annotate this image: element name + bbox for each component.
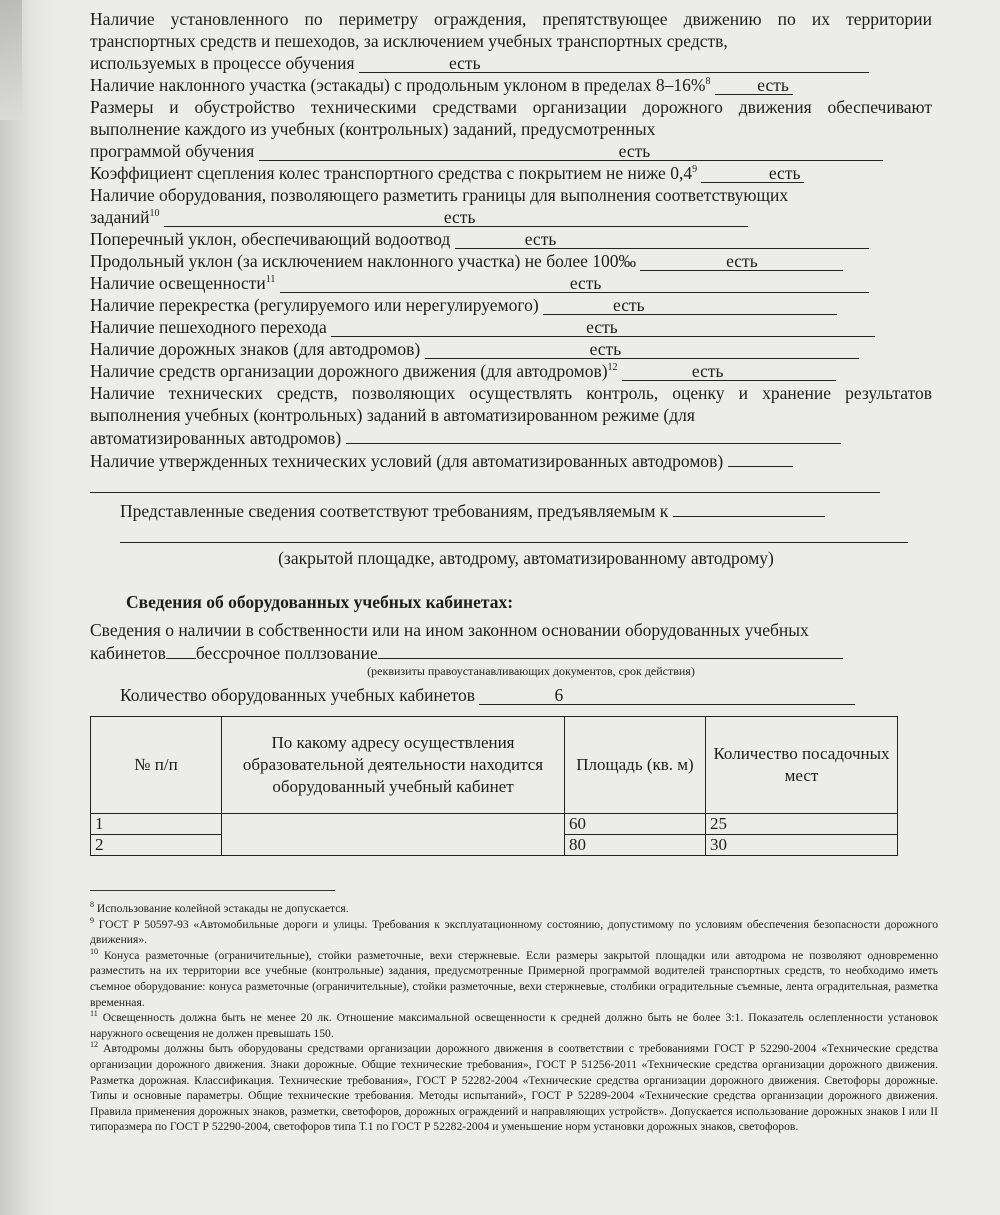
- cell-area: 60: [565, 814, 706, 835]
- page-fold-shadow: [0, 0, 22, 120]
- req-long-slope: Продольный уклон (за исключением наклонного участка) не более 100‰ есть: [90, 250, 932, 272]
- cabinets-heading: Сведения об оборудованных учебных кабинетах:: [126, 592, 514, 612]
- cell-seats: 30: [706, 835, 898, 856]
- req-traffic-means: Наличие средств организации дорожного движения (для автодромов)$^{12}$ есть: [90, 360, 932, 382]
- req-dimensions: Размеры и обустройство техническими средствами организации дорожного движения обеспечивают выполнение каждого из учебных (контрольных) заданий, предусмотренных: [90, 97, 932, 139]
- cell-num: 2: [91, 835, 222, 856]
- requirements-section: Наличие установленного по периметру ограждения, препятствующее движению по их территории транспортных средств и пешеходов, за исключением учебных транспортных средств, используемых в процессе обучения есть Наличие наклонного участка (эстакады) с продольным уклоном в пределах 8–16%$^8$ есть Размеры и обустройство техническими средствами организации дорожного движения обеспечивают выполнение каждого из учебных (контрольных) заданий, предусмотренных программой обучения есть Коэффициент сцепления колес транспортного средства с покрытием не ниже $0,4^9$ есть Наличие оборудования, позволяющего разметить границы для выполнения соответствующих заданий$^{10}$ есть Поперечный уклон, обеспечивающий водоотвод есть Продольный уклон (за исключением наклонного участка) не более 100‰ есть Наличие освещенности$^{11}$ есть Наличие перекрестка (регулируемого или нерегулируемого) есть Наличие пешеходного перехода есть Наличие дорожных знаков (для автодромов) есть Наличие средств организации дорожного движения (для автодромов)$^{12}$ есть Наличие технических средств, позволяющих осуществлять контроль, оценку и хранение результатов выполнения учебных (контрольных) заданий в автоматизированном режиме (для автоматизированных автодромов) Наличие утвержденных технических условий (для автоматизированных автодромов) Представленные сведения соответствуют требованиям, предъявляемым к (закрытой площадке, автодрому, автоматизированному автодрому) Сведения об оборудованных учебных кабинетах: Сведения о наличии в собственности или на ином законном основании оборудованных учебных кабинетов бессрочное поллзование (реквизиты правоустанавливающих документов, срок действия) Количество оборудованных учебных кабинетов 6 № п/п По какому адресу осуществления образовательной деятельности находится оборудованный учебный кабинет Площадь (кв. м) Количество посадочных мест 1 60 25 2 80 30: [90, 9, 933, 854]
- table-row: [91, 814, 898, 835]
- req-tech-conditions: Наличие утвержденных технических условий (для автоматизированных автодромов): [90, 449, 932, 472]
- ownership-caption: (реквизиты правоустанавливающих документов, срок действия): [367, 664, 695, 678]
- ownership-value: бессрочное поллзование: [195, 643, 378, 663]
- cell-area: 80: [565, 835, 706, 856]
- footnote-rule: [90, 890, 335, 891]
- req-fence-value: есть: [359, 54, 869, 73]
- cabinets-ownership: Сведения о наличии в собственности или на ином законном основании оборудованных учебных: [90, 620, 809, 640]
- footnote-8: $^8$ Использование колейной эстакады не допускается.: [90, 900, 349, 915]
- req-adhesion: Коэффициент сцепления колес транспортного средства с покрытием не ниже $0,4^9$ есть: [90, 162, 932, 184]
- cell-address: [222, 814, 565, 856]
- col-header-seats: Количество посадочных мест: [706, 717, 898, 814]
- cabinets-table: [90, 716, 898, 856]
- cell-num: 1: [91, 814, 222, 835]
- footnote-12: $^{12}$ Автодромы должны быть оборудованы средствами организации дорожного движения в соответствии с требованиями ГОСТ Р 52290-2004 «Технические средства организации дорожного движения. Знаки дорожные. Общие технические требования», ГОСТ Р 51256-2011 «Технические средства организации дорожного движения. Разметка дорожная. Классификация. Технические требования», ГОСТ Р 52282-2004 «Технические средства организации дорожного движения. Светофоры дорожные. Типы и основные параметры. Общие технические требования. Методы испытаний», ГОСТ Р 52289-2004 «Технические средства организации дорожного движения. Правила применения дорожных знаков, разметки, светофоров, дорожных ограждений и направляющих устройств». Допускается использование дорожных знаков I или II типоразмера по ГОСТ Р 52290-2004, светофоров типа Т.1 по ГОСТ Р 52282-2004 и уменьшение норм установки дорожных знаков, светофоров.: [90, 1040, 938, 1134]
- col-header-area: Площадь (кв. м): [565, 717, 706, 814]
- col-header-num: № п/п: [91, 717, 222, 814]
- req-fence: Наличие установленного по периметру ограждения, препятствующее движению по их территории транспортных средств и пешеходов, за исключением учебных транспортных средств,: [90, 9, 932, 51]
- conformity-caption: (закрытой площадке, автодрому, автоматизированному автодрому): [278, 548, 774, 568]
- col-header-address: По какому адресу осуществления образовательной деятельности находится оборудованный учебный кабинет: [222, 717, 565, 814]
- footnote-9: $^9$ ГОСТ Р 50597-93 «Автомобильные дороги и улицы. Требования к эксплуатационному состоянию, допустимому по условиям обеспечения безопасности дорожного движения».: [90, 915, 939, 947]
- req-intersection: Наличие перекрестка (регулируемого или нерегулируемого) есть: [90, 294, 932, 316]
- req-automated: Наличие технических средств, позволяющих осуществлять контроль, оценку и хранение результатов выполнения учебных (контрольных) заданий в автоматизированном режиме (для: [90, 383, 933, 425]
- req-lighting: Наличие освещенности$^{11}$ есть: [90, 272, 932, 294]
- req-cross-slope: Поперечный уклон, обеспечивающий водоотвод есть: [90, 228, 932, 250]
- footnotes: [90, 890, 938, 1135]
- table-header-row: [91, 717, 898, 814]
- req-signs: Наличие дорожных знаков (для автодромов) есть: [90, 338, 932, 360]
- cabinets-count-value: 6: [554, 685, 564, 705]
- req-incline: Наличие наклонного участка (эстакады) с продольным уклоном в пределах 8–16%$^8$ есть: [90, 74, 932, 96]
- cell-seats: 25: [706, 814, 898, 835]
- footnote-11: $^{11}$ Освещенность должна быть не менее 20 лк. Отношение максимальной освещенности к средней должно быть не более 3:1. Показатель ослепленности установок наружного освещения не должен превышать 150.: [90, 1009, 938, 1040]
- req-crosswalk: Наличие пешеходного перехода есть: [90, 316, 932, 338]
- conformity-statement: Представленные сведения соответствуют требованиям, предъявляемым к: [90, 499, 932, 522]
- cabinets-count: Количество оборудованных учебных кабинетов 6: [90, 684, 932, 706]
- req-marking: Наличие оборудования, позволяющего разметить границы для выполнения соответствующих: [90, 185, 789, 205]
- footnote-10: $^{10}$ Конуса разметочные (ограничительные), стойки разметочные, вехи стержневые. Если размеры закрытой площадки или автодрома не позволяют одновременно разместить на их территории все учебные (контрольные) задания, предусмотренные Примерной программой водителей транспортных средств, то необходимо иметь съемное оборудование: конуса разметочные (ограничительные), стойки разметочные, вехи стержневые, столбики оградительные съемные, лента оградительная, разметка временная.: [90, 946, 938, 1009]
